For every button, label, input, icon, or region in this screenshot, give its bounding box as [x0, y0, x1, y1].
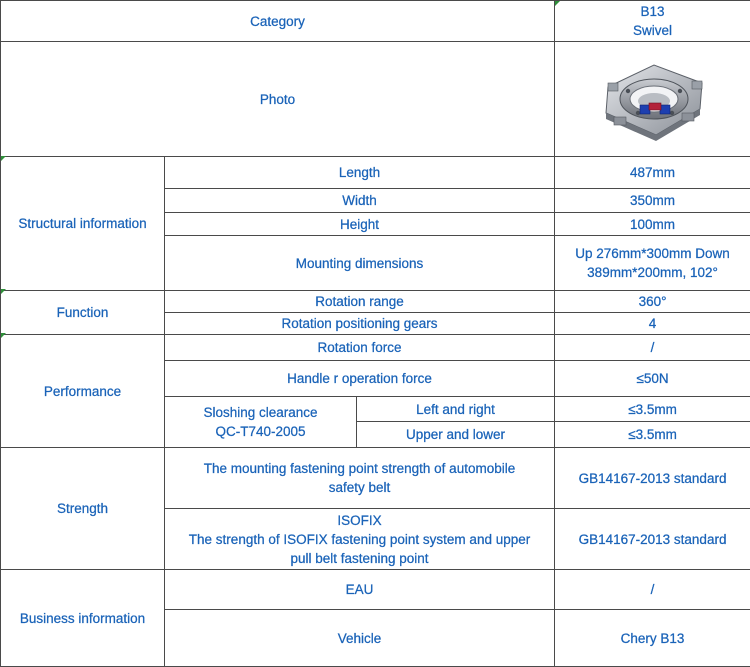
isofix-label-line3: pull belt fastening point: [169, 549, 550, 568]
section-corner-mark: [1, 289, 6, 294]
belt-point-row: [1, 448, 750, 509]
mounting-label: Mounting dimensions: [165, 236, 555, 291]
product-code: B13: [559, 2, 746, 21]
swivel-base-photo: [594, 57, 712, 141]
upper-lower-value: ≤3.5mm: [555, 422, 750, 448]
isofix-label-line1: ISOFIX: [169, 511, 550, 530]
positioning-gears-value: 4: [555, 313, 750, 335]
rotation-force-value: /: [555, 335, 750, 361]
section-corner-mark: [1, 156, 6, 161]
length-row: [1, 157, 750, 189]
category-label: Category: [1, 1, 555, 42]
left-right-value: ≤3.5mm: [555, 397, 750, 422]
rotation-range-label: Rotation range: [165, 291, 555, 313]
photo-label: Photo: [1, 42, 555, 157]
belt-point-label: [165, 448, 555, 509]
vehicle-label: Vehicle: [165, 610, 555, 667]
belt-point-label-line1: The mounting fastening point strength of automobile: [169, 459, 550, 478]
width-label: Width: [165, 189, 555, 213]
mounting-value: [555, 236, 750, 291]
isofix-label-line2: The strength of ISOFIX fastening point system and upper: [169, 530, 550, 549]
upper-lower-label: Upper and lower: [357, 422, 555, 448]
isofix-value: GB14167-2013 standard: [555, 509, 750, 570]
length-label: Length: [165, 157, 555, 189]
product-type: Swivel: [559, 21, 746, 40]
positioning-gears-label: Rotation positioning gears: [165, 313, 555, 335]
sloshing-clearance-standard: QC-T740-2005: [169, 422, 352, 441]
performance-label: Performance: [1, 335, 165, 448]
belt-point-label-line2: safety belt: [169, 478, 550, 497]
isofix-label: [165, 509, 555, 570]
header-row: [1, 1, 750, 42]
eau-row: [1, 570, 750, 610]
sloshing-clearance-title: Sloshing clearance: [169, 403, 352, 422]
product-name-cell: [555, 1, 750, 42]
section-corner-mark: [555, 1, 560, 6]
function-label: Function: [1, 291, 165, 335]
photo-row: [1, 42, 750, 157]
handle-force-value: ≤50N: [555, 361, 750, 397]
structural-info-label: Structural information: [1, 157, 165, 291]
eau-label: EAU: [165, 570, 555, 610]
sloshing-clearance-label: [165, 397, 357, 448]
eau-value: /: [555, 570, 750, 610]
mounting-value-line2: 389mm*200mm, 102°: [559, 263, 746, 282]
rotation-force-row: [1, 335, 750, 361]
left-right-label: Left and right: [357, 397, 555, 422]
photo-cell: [555, 42, 750, 157]
rotation-range-row: [1, 291, 750, 313]
business-info-label: Business information: [1, 570, 165, 667]
rotation-range-value: 360°: [555, 291, 750, 313]
belt-point-value: GB14167-2013 standard: [555, 448, 750, 509]
width-value: 350mm: [555, 189, 750, 213]
mounting-value-line1: Up 276mm*300mm Down: [559, 244, 746, 263]
height-value: 100mm: [555, 213, 750, 236]
rotation-force-label: Rotation force: [165, 335, 555, 361]
height-label: Height: [165, 213, 555, 236]
vehicle-value: Chery B13: [555, 610, 750, 667]
section-corner-mark: [1, 333, 6, 338]
handle-force-label: Handle r operation force: [165, 361, 555, 397]
length-value: 487mm: [555, 157, 750, 189]
strength-label: Strength: [1, 448, 165, 570]
